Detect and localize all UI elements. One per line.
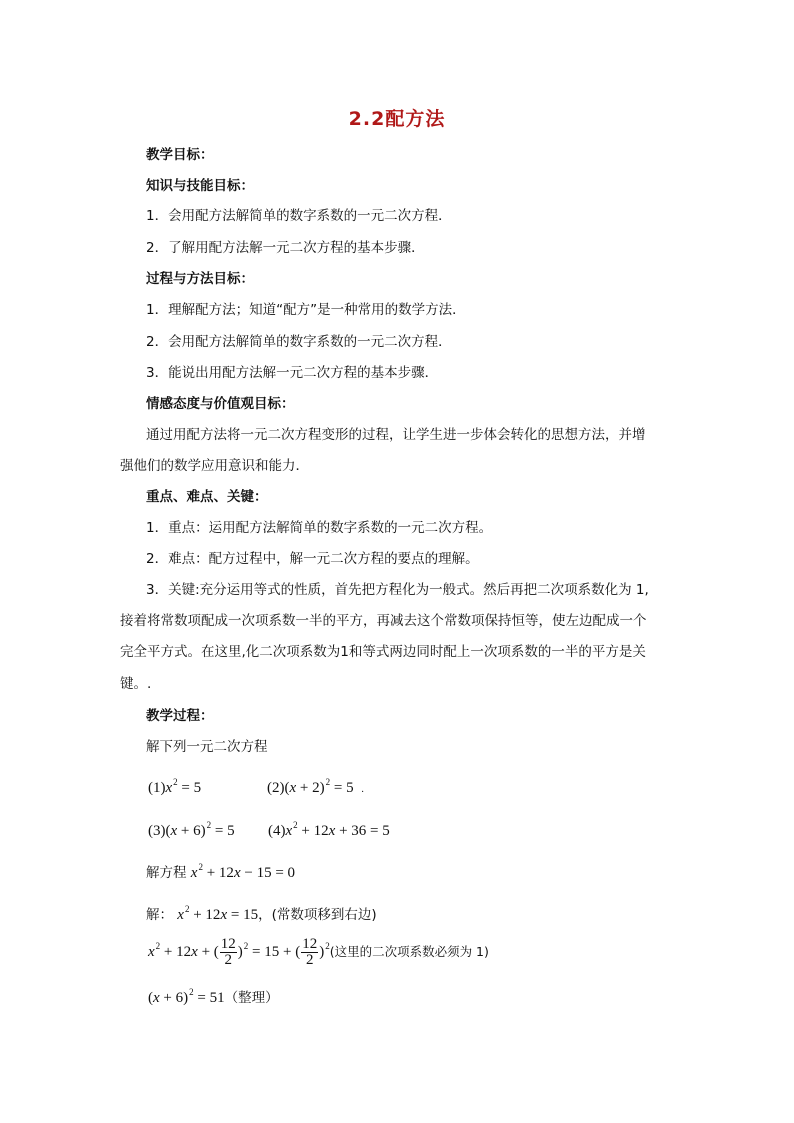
key-item-3-line-3: 完全平方式。在这里,化二次项系数为1和等式两边同时配上一次项系数的一半的平方是关 xyxy=(120,644,646,660)
process-item-1: 1．理解配方法；知道“配方”是一种常用的数学方法． xyxy=(146,302,466,318)
process-item-3: 3．能说出用配方法解一元二次方程的基本步骤． xyxy=(146,365,439,381)
key-item-2: 2．难点：配方过程中，解一元二次方程的要点的理解。 xyxy=(146,551,479,567)
key-item-3-line-2: 接着将常数项配成一次项系数一半的平方，再减去这个常数项保持恒等，使左边配成一个 xyxy=(120,613,647,629)
equation-1: $(1)x^2 = 5$ xyxy=(148,777,202,796)
emotion-paragraph-line-1: 通过用配方法将一元二次方程变形的过程，让学生进一步体会转化的思想方法，并增 xyxy=(146,427,646,443)
goals-heading: 教学目标： xyxy=(146,147,214,163)
fraction-twelve-halves: $\frac{12}{2}$ xyxy=(220,936,236,969)
emotion-heading: 情感态度与价值观目标： xyxy=(146,396,295,412)
solve-intro: 解下列一元二次方程 xyxy=(146,739,268,755)
equation-3: $(3)(x + 6)^2 = 5$ xyxy=(148,820,235,839)
key-item-1: 1．重点：运用配方法解简单的数字系数的一元二次方程。 xyxy=(146,520,493,536)
fraction-twelve-halves: $\frac{12}{2}$ xyxy=(302,936,318,969)
solution-step-3: $(x + 6)^2 = 51$（整理） xyxy=(148,987,279,1006)
process-heading: 过程与方法目标： xyxy=(146,271,254,287)
key-item-3-line-1: 3．关键:充分运用等式的性质，首先把方程化为一般式。然后再把二次项系数化为 1, xyxy=(146,582,649,598)
solution-step-2: $x^2 + 12x$ + ( $\frac{12}{2}$ )$^2$ = 15 + ( $\frac{12}{2}$ )$^2$(这里的二次项系数必须为 1) xyxy=(148,936,489,969)
equation-2: $(2)(x + 2)^2 = 5$ . xyxy=(267,777,364,796)
solution-step-1: 解： $x^2 + 12x = 15$，(常数项移到右边) xyxy=(146,904,377,923)
key-item-3-line-4: 键。. xyxy=(120,676,152,692)
key-heading: 重点、难点、关键： xyxy=(146,489,268,505)
knowledge-heading: 知识与技能目标： xyxy=(146,178,254,194)
knowledge-item-2: 2．了解用配方法解一元二次方程的基本步骤． xyxy=(146,240,425,256)
teaching-heading: 教学过程： xyxy=(146,708,214,724)
page-title: 2.2配方法 xyxy=(348,108,446,130)
knowledge-item-1: 1．会用配方法解简单的数字系数的一元二次方程． xyxy=(146,208,452,224)
process-item-2: 2．会用配方法解简单的数字系数的一元二次方程． xyxy=(146,334,452,350)
solve-equation-line: 解方程 $x^2 + 12x - 15 = 0$ xyxy=(146,862,296,881)
emotion-paragraph-line-2: 强他们的数学应用意识和能力． xyxy=(120,458,309,474)
equation-4: $(4)x^2 + 12x + 36 = 5$ xyxy=(268,820,390,839)
